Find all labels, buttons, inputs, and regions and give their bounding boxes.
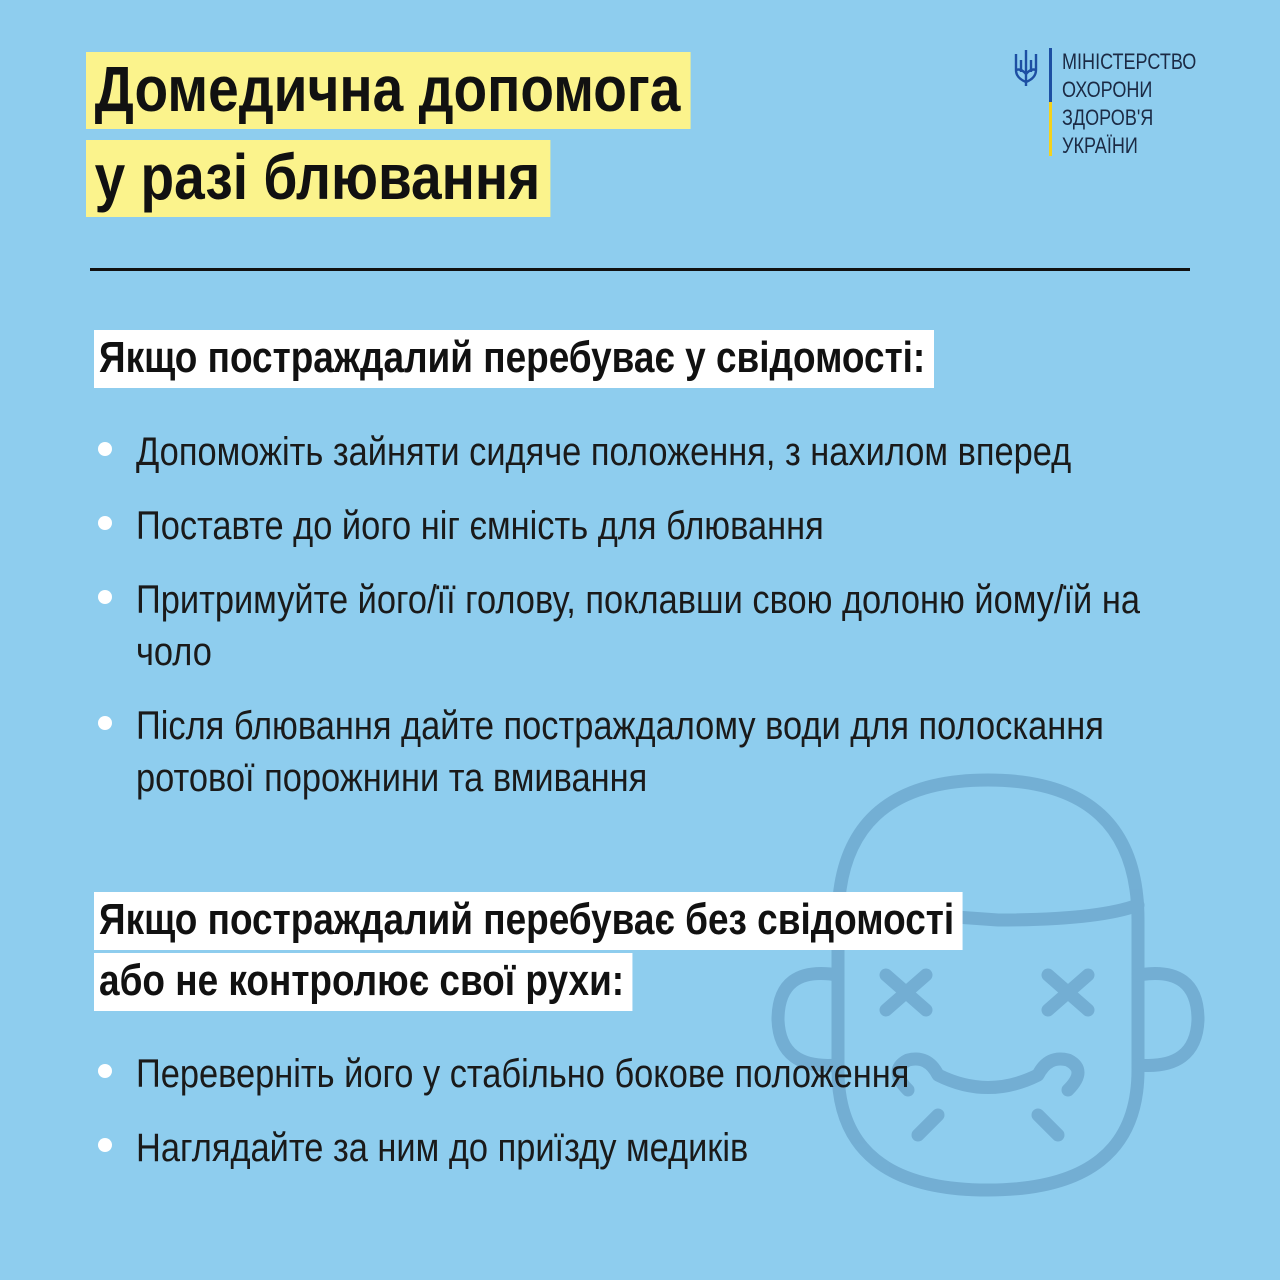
bullet-dot-icon — [98, 1064, 112, 1078]
logo-line: МІНІСТЕРСТВО — [1062, 49, 1197, 74]
logo-bar-blue — [1049, 48, 1052, 102]
logo-line: ОХОРОНИ — [1062, 77, 1153, 102]
list-item-text: Наглядайте за ним до приїзду медиків — [136, 1126, 749, 1170]
list-item-text: Поставте до його ніг ємність для блювання — [136, 504, 824, 548]
list-item-text: Після блювання дайте постраждалому води для полоскання ротової порожнини та вмивання — [136, 704, 1104, 800]
title-line-1: Домедична допомога — [86, 52, 691, 129]
list-item — [98, 700, 1280, 804]
list-item-text: Допоможіть зайняти сидяче положення, з нахилом вперед — [136, 430, 1072, 474]
conscious-steps-list — [98, 426, 1280, 826]
list-item — [98, 1048, 1280, 1100]
list-item — [98, 574, 1280, 678]
logo-line: УКРАЇНИ — [1062, 133, 1138, 158]
bullet-dot-icon — [98, 1138, 112, 1152]
title-line-2: у разі блювання — [86, 140, 551, 217]
logo-line: ЗДОРОВ'Я — [1062, 105, 1154, 130]
bullet-dot-icon — [98, 442, 112, 456]
bullet-dot-icon — [98, 516, 112, 530]
list-item — [98, 500, 1280, 552]
list-item — [98, 1122, 1280, 1174]
bullet-dot-icon — [98, 590, 112, 604]
logo-text — [1062, 48, 1196, 160]
unconscious-steps-list — [98, 1048, 1280, 1196]
divider — [90, 268, 1190, 271]
list-item-text: Притримуйте його/її голову, поклавши свою долоню йому/їй на чоло — [136, 578, 1140, 674]
section-heading-unconscious-line-1: Якщо постраждалий перебуває без свідомості — [94, 892, 963, 950]
section-heading-unconscious-line-2: або не контролює свої рухи: — [94, 953, 633, 1011]
section-heading-conscious: Якщо постраждалий перебуває у свідомості: — [94, 330, 934, 388]
logo-bar-yellow — [1049, 102, 1052, 156]
trident-icon — [1012, 48, 1040, 88]
list-item — [98, 426, 1280, 478]
list-item-text: Переверніть його у стабільно бокове положення — [136, 1052, 910, 1096]
bullet-dot-icon — [98, 716, 112, 730]
